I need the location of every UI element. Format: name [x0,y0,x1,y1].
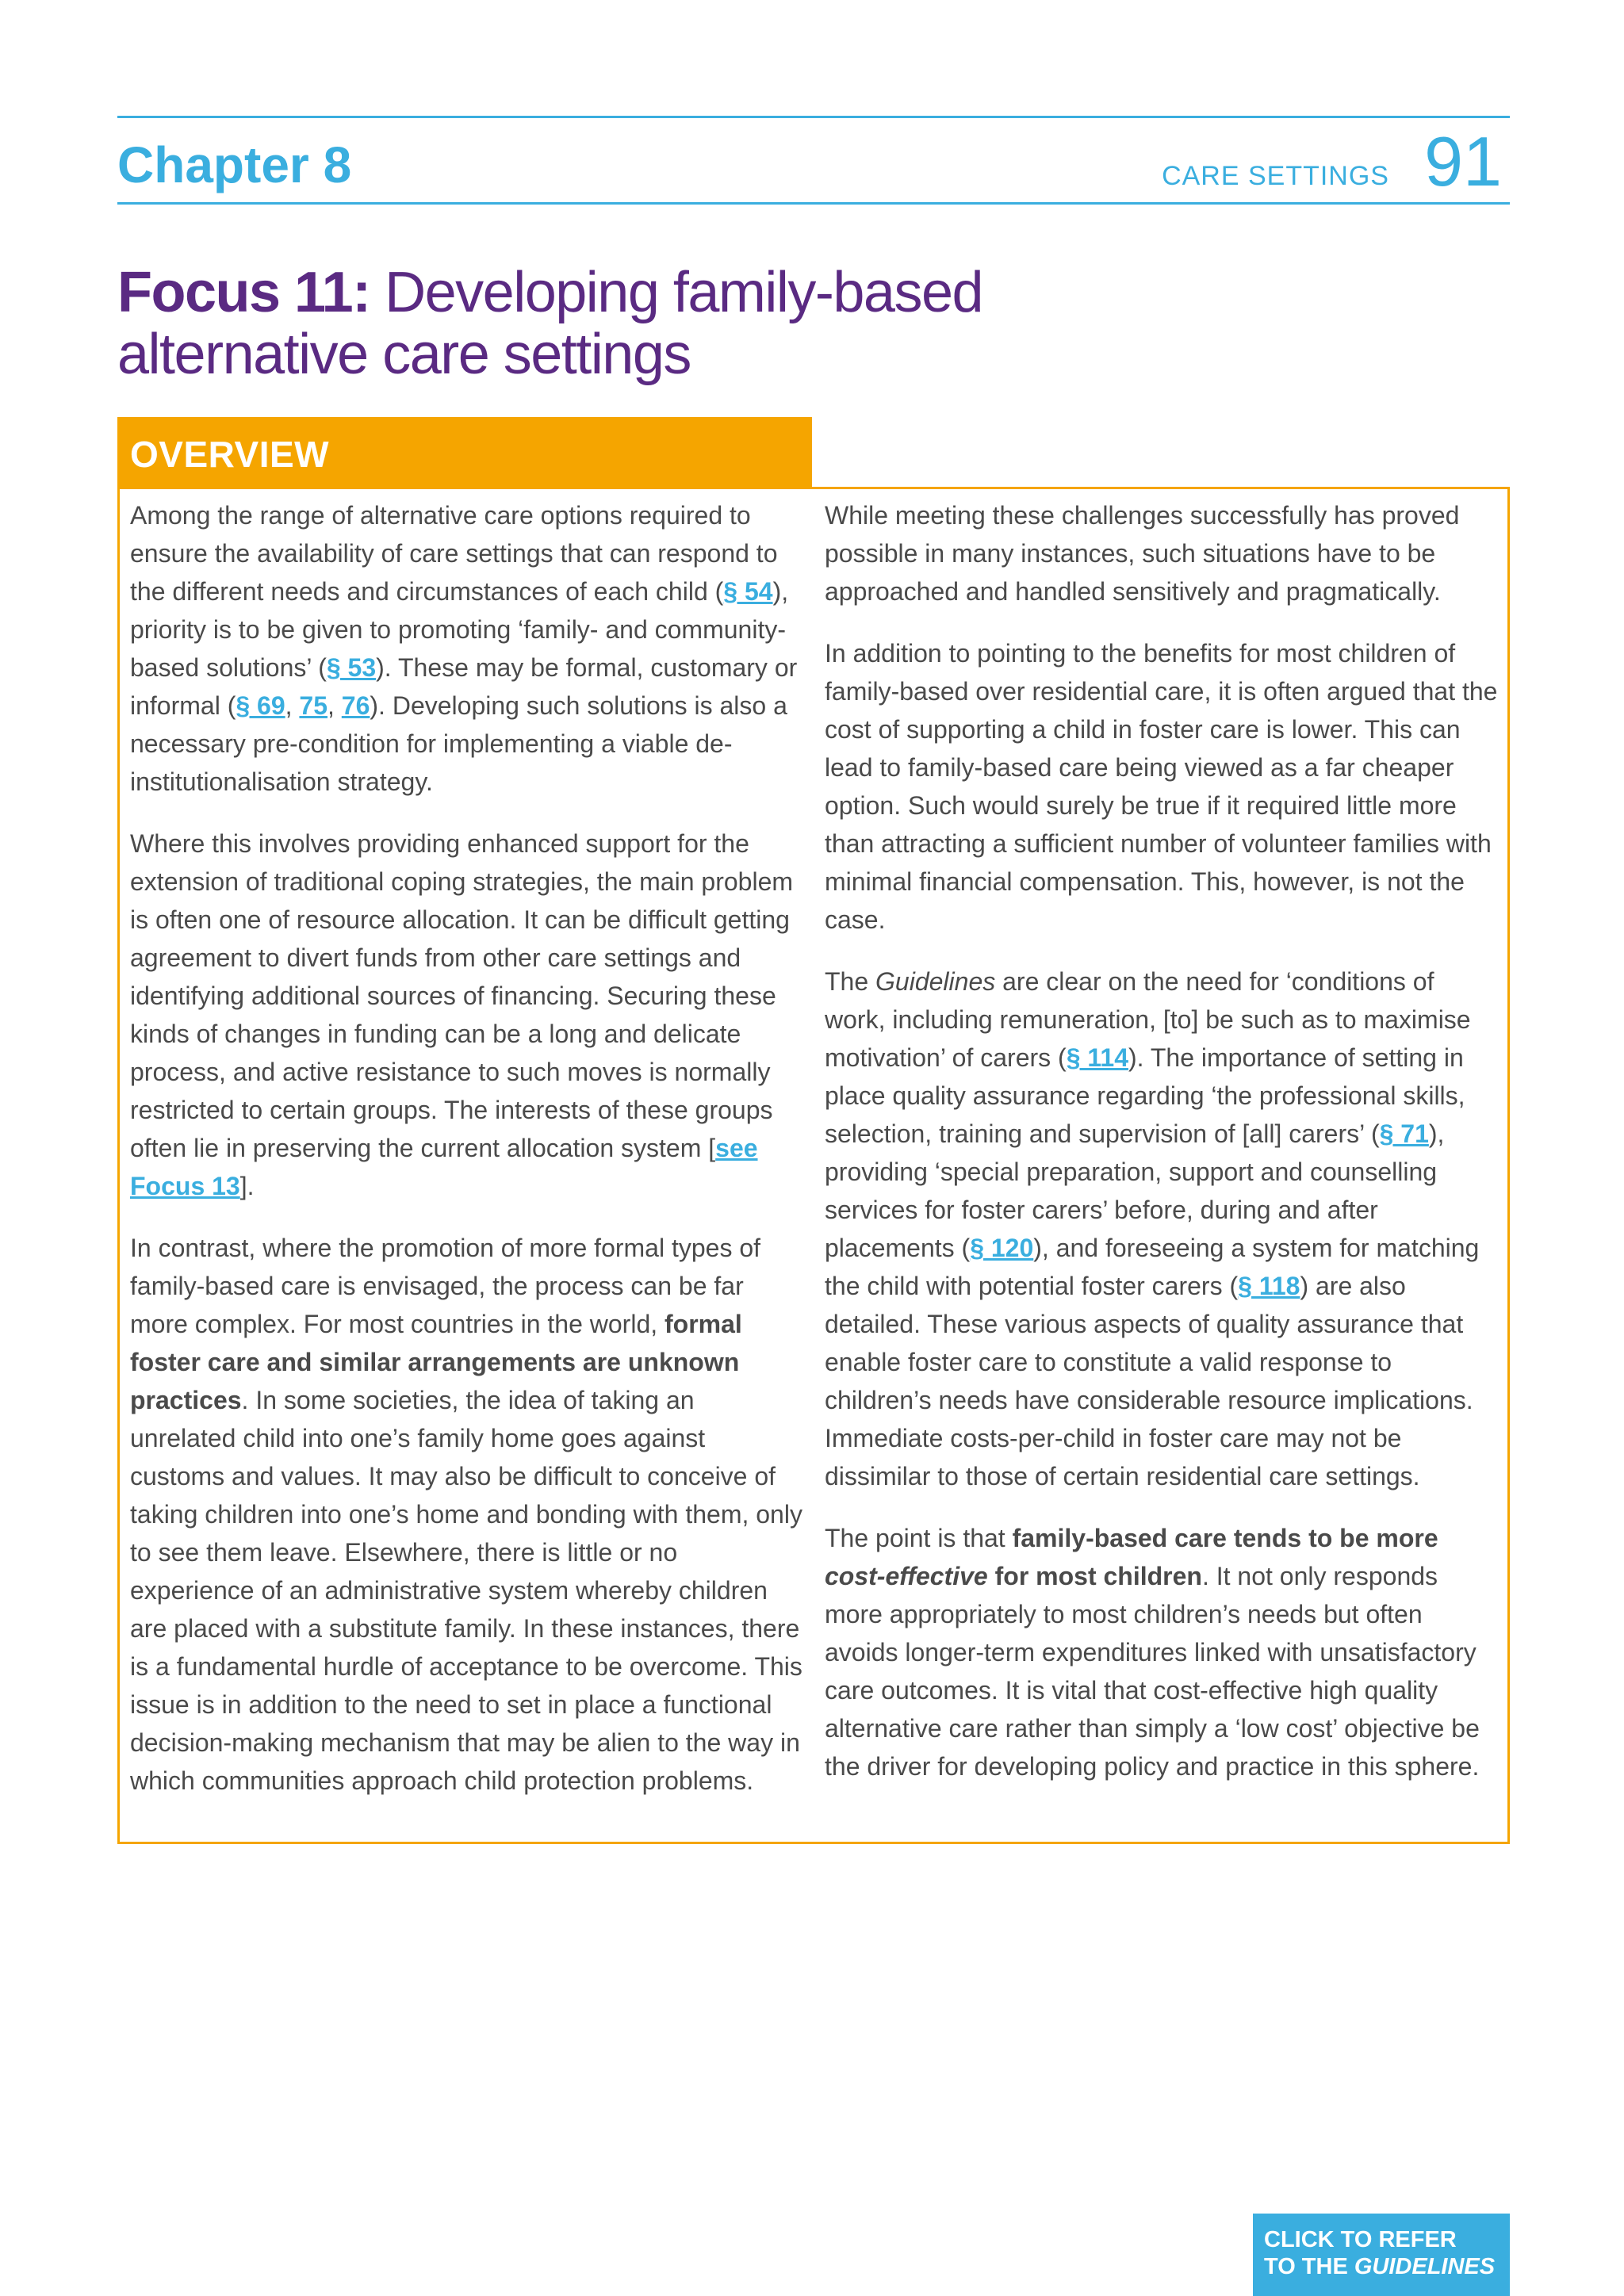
paragraph [130,825,804,1205]
text: ) are also detailed. These various aspects of quality assurance that enable foster care to constitute a valid response to children’s needs have considerable resource implications. Immediate costs-per-child in foster care may not be dissimilar to those of certain residential care settings. [825,1272,1473,1490]
right-column [825,496,1499,1809]
guideline-link-53[interactable]: § 53 [326,653,377,682]
page-header [117,116,1510,205]
paragraph: While meeting these challenges successfully has proved possible in many instances, such situations have to be approached and handled sensitively and pragmatically. [825,501,1460,606]
cta-prefix: TO THE [1264,2254,1354,2279]
guideline-link-69[interactable]: § 69 [236,691,285,720]
text: . It not only responds more appropriately to most children’s needs but often avoids longer-term expenditures linked with unsatisfactory care outcomes. It is vital that cost-effective high quality alternative care rather than simply a ‘low cost’ objective be the driver for developing policy and practice in this sphere. [825,1562,1480,1781]
guideline-link-54[interactable]: § 54 [723,577,773,606]
text: . In some societies, the idea of taking an unrelated child into one’s family home goes against customs and values. It may also be difficult to conceive of taking children into one’s home and bonding with them, only to see them leave. Elsewhere, there is little or no experience of an administrative system whereby children are placed with a substitute family. In these instances, there is a fundamental hurdle of acceptance to be overcome. This issue is in addition to the need to set in place a functional decision-making mechanism that may be alien to the way in which communities approach child protection problems. [130,1386,802,1795]
paragraph [130,1229,804,1800]
overview-heading: OVERVIEW [117,417,812,487]
text: ), priority is to be given to promoting ‘family- and community-based solutions’ ( [130,577,789,682]
text: ]. [239,1172,255,1200]
chapter-title: Chapter 8 [117,136,352,193]
text: , [327,691,342,720]
guideline-link-118[interactable]: § 118 [1238,1272,1300,1300]
text: are clear on the need for ‘conditions of work, including remuneration, [to] be such as to maximise motivation’ of carers ( [825,967,1471,1072]
guideline-link-75[interactable]: 75 [299,691,328,720]
text: ), and foreseeing a system for matching the child with potential foster carers ( [825,1234,1480,1300]
guideline-link-120[interactable]: § 120 [970,1234,1034,1262]
guideline-link-71[interactable]: § 71 [1379,1119,1429,1148]
paragraph: In addition to pointing to the benefits for most children of family-based over residential care, it is often argued that the cost of supporting a child in foster care is lower. This can lead to family-based care being viewed as a far cheaper option. Such would surely be true if it required little more than attracting a sufficient number of volunteer families with minimal financial compensation. This, however, is not the case. [825,639,1498,934]
paragraph [825,1519,1499,1785]
text: ). The importance of setting in place quality assurance regarding ‘the professional skills, selection, training and supervision of [all] carers’ ( [825,1043,1465,1148]
focus-title [117,262,1148,385]
italic-text: Guidelines [875,967,996,996]
bold-text: formal foster care and similar arrangements are unknown practices [130,1310,742,1414]
paragraph [130,496,804,801]
left-column [130,496,804,1823]
paragraph [825,962,1499,1495]
focus-label: Focus 11: [117,261,370,324]
text: Where this involves providing enhanced support for the extension of traditional coping strategies, the main problem is often one of resource allocation. It can be difficult getting agreement to divert funds from other care settings and identifying additional sources of financing. Securing these kinds of changes in funding can be a long and delicate process, and active resistance to such moves is normally restricted to certain groups. The interests of these groups often lie in preserving the current allocation system [ [130,829,794,1162]
refer-to-guidelines-button[interactable] [1253,2214,1510,2296]
text: In contrast, where the promotion of more formal types of family-based care is envisaged, the process can be far more complex. For most countries in the world, [130,1234,761,1338]
text: Among the range of alternative care options required to ensure the availability of care settings that can respond to the different needs and circumstances of each child ( [130,501,778,606]
text: ). Developing such solutions is also a necessary pre-condition for implementing a viable de-institutionalisation strategy. [130,691,787,796]
bold-text: for most children [987,1562,1202,1590]
text: ). These may be formal, customary or informal ( [130,653,798,720]
guideline-link-114[interactable]: § 114 [1066,1043,1128,1072]
page-number: 91 [1424,122,1502,201]
cta-line-1: CLICK TO REFER [1264,2227,1457,2252]
text: The [825,967,876,996]
bold-text: family-based care tends to be more [1012,1524,1438,1552]
cta-italic: GUIDELINES [1354,2254,1496,2279]
guideline-link-76[interactable]: 76 [341,691,370,720]
text: , [285,691,300,720]
text: The point is that [825,1524,1013,1552]
focus-title-text: Developing family-based alternative care settings [117,261,983,386]
bold-italic-text: cost-effective [825,1562,988,1590]
section-name: CARE SETTINGS [1162,161,1389,191]
focus-13-link[interactable]: see Focus 13 [130,1134,758,1200]
text: ), providing ‘special preparation, support and counselling services for foster carers’ before, during and after placements ( [825,1119,1445,1262]
cta-line-2 [1264,2253,1510,2280]
